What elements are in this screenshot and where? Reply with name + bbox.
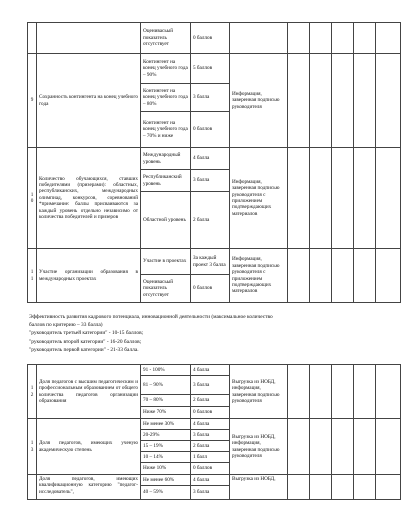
table-row [28, 419, 401, 430]
row-number: 11 [28, 249, 37, 303]
indicator-cell: 20-29% [141, 430, 191, 441]
indicator-cell: Ниже 10% [141, 463, 191, 475]
indicator-cell: Республиканский уровень [141, 170, 191, 192]
indicator-cell: Участие в проектах [141, 249, 191, 275]
score-cell: 0 баллов [191, 463, 230, 475]
indicator-cell: Контингент на конец учебного года – 80% [141, 84, 191, 112]
source-cell: Информация, заверенная подписью руководителя [230, 54, 288, 148]
score-cell: 4 балла [191, 419, 230, 430]
row-number: 9 [28, 54, 37, 148]
criterion-label: Доля педагогов, имеющих квалификационную категорию "педагог-исследователь", [37, 475, 141, 500]
criterion-notes [29, 313, 399, 354]
score-cell: 0 баллов [191, 275, 230, 303]
row-number: 12 [28, 365, 37, 419]
score-cell: За каждый проект 3 балла [191, 249, 230, 275]
source-cell: Информация, заверенная подписью руководителя с приложением подтверждающих материалов [230, 148, 288, 249]
note-line: "руководитель второй категории" - 16-20 баллов; [29, 338, 142, 345]
score-cell: 0 баллов [191, 407, 230, 419]
note-line: "руководитель первой категории" - 21-33 балла. [29, 346, 139, 353]
note-line: Эффективность развития кадрового потенциала, инновационной деятельности (максимальное количество [29, 314, 273, 320]
score-cell: 3 балла [191, 430, 230, 441]
indicator-cell: Контингент на конец учебного года – 90% [141, 54, 191, 84]
score-cell: 3 балла [191, 170, 230, 192]
score-cell: 3 балла [191, 376, 230, 395]
row-number: 13 [28, 419, 37, 475]
table-row [28, 475, 401, 486]
indicator-cell: Ниже 70% [141, 407, 191, 419]
indicator-cell: Оценивасьый показатель отсутствует [141, 275, 191, 303]
criteria-table-bottom [27, 364, 401, 500]
indicator-cell: 10 – 14% [141, 452, 191, 463]
indicator-cell: 91 - 100% [141, 365, 191, 376]
score-cell: 0 баллов [191, 112, 230, 148]
score-cell: 5 баллов [191, 54, 230, 84]
table-row [28, 365, 401, 376]
criterion-label: Участие организации образования в международных проектах [37, 249, 141, 303]
score-cell: 3 балла [191, 84, 230, 112]
row-number: 10 [28, 148, 37, 249]
criterion-label: Доля педагогов с высшим педагогическим и профессиональным образованием от общего количества педагогов организации образования [37, 365, 141, 419]
score-cell: 4 балла [191, 475, 230, 486]
indicator-cell: 70 – 80% [141, 395, 191, 407]
table-row [28, 249, 401, 275]
score-cell: 2 балла [191, 192, 230, 249]
source-cell: Выгрузка из НОБД, информация, заверенная подписью руководителя [230, 365, 288, 419]
indicator-cell: 15 – 19% [141, 441, 191, 452]
criterion-label: Доля педагогов, имеющих ученую академическую степень [37, 419, 141, 475]
source-cell: Информация, заверенная подписью руководителя с приложением подтверждающих материалов [230, 249, 288, 303]
source-cell: Выгрузка из НОБД, [230, 475, 288, 500]
score-cell: 3 балла [191, 486, 230, 500]
indicator-cell: Областной уровень [141, 192, 191, 249]
criterion-label: Количество обучающихся, ставших победителями (призерами): областных, республиканских, международных олимпиад, конкурсов, соревнований *примечание: баллы присваиваются за каждый уровень отдельно независимо от количества победителей и призеров [37, 148, 141, 249]
indicator-cell: Международный уровень [141, 148, 191, 170]
indicator-cell: Не менее 60% [141, 475, 191, 486]
score-cell: 1 балл [191, 452, 230, 463]
criterion-label: Сохранность контингента на конец учебного года [37, 54, 141, 148]
table-row [28, 54, 401, 84]
indicator-cell: 81 – 90% [141, 376, 191, 395]
note-line: баллов по критерию – 33 балла) [29, 322, 103, 329]
score-cell: 4 балла [191, 365, 230, 376]
note-line: "руководитель третьей категории" - 10-15 баллов; [29, 330, 144, 337]
score-cell: 0 баллов [191, 23, 230, 54]
indicator-cell: 40 – 59% [141, 486, 191, 500]
indicator-cell: Оценивасьый показатель отсутствует [141, 23, 191, 54]
score-cell: 2 балла [191, 395, 230, 407]
score-cell: 4 балла [191, 148, 230, 170]
table-row [28, 23, 401, 54]
source-cell: Выгрузка из НОБД, информация, заверенная подписью руководителя [230, 419, 288, 475]
criteria-table-top [27, 22, 401, 303]
indicator-cell: Не менее 30% [141, 419, 191, 430]
table-row [28, 148, 401, 170]
score-cell: 2 балла [191, 441, 230, 452]
indicator-cell: Контингент на конец учебного года – 70% и ниже [141, 112, 191, 148]
